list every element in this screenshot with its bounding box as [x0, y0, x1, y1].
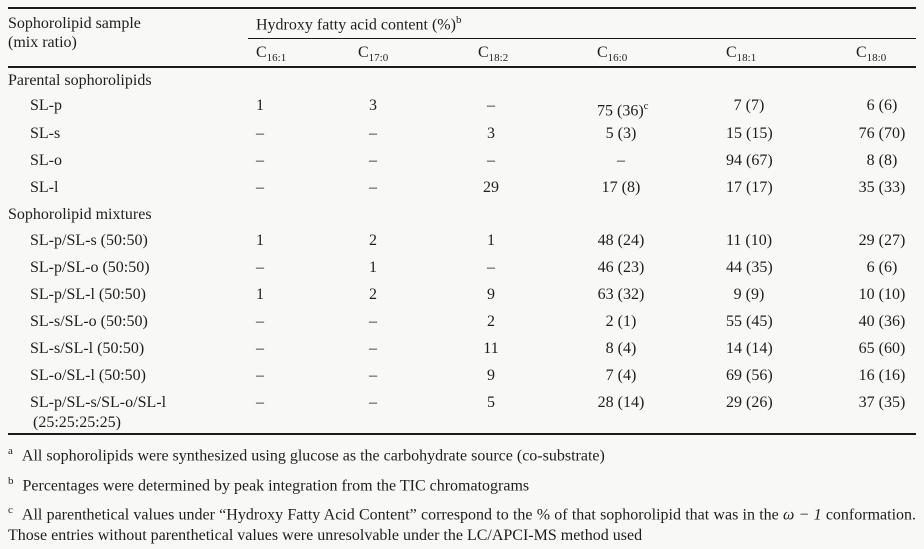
row-label: SL-s/SL-l (50:50): [30, 340, 145, 358]
row-label-cell: [8, 228, 248, 255]
value: 17 (8): [601, 179, 641, 197]
value: 40 (36): [858, 313, 906, 331]
value-cell: [589, 93, 718, 121]
value: 1: [256, 232, 264, 250]
value-cell: [350, 336, 470, 363]
value-cell: [718, 228, 848, 255]
value-cell: [848, 148, 916, 175]
value-cell: [848, 255, 916, 282]
value: –: [256, 179, 264, 197]
value: 6 (6): [866, 259, 898, 277]
value-cell: [350, 255, 470, 282]
value: –: [369, 152, 377, 170]
value-cell: [470, 175, 589, 202]
value: 55 (45): [726, 313, 773, 331]
row-label-cell: [8, 148, 248, 175]
value: –: [369, 340, 377, 358]
row-label: SL-s/SL-o (50:50): [30, 313, 148, 331]
row-label: SL-l: [30, 179, 59, 197]
value-cell: [718, 390, 848, 434]
value-cell: [589, 390, 718, 434]
col-header-c18-0: $C_{18:0}$: [848, 38, 916, 67]
value: –: [369, 367, 377, 385]
row-label: SL-p: [30, 97, 62, 114]
footnote-c-marker: c: [8, 503, 13, 516]
row-label: SL-s: [30, 125, 61, 143]
value: 11 (10): [726, 232, 773, 250]
footnote-c-text-after: conformation. Those entries without parenthetical values were unresolvable under the LC/APCI-MS method used: [8, 506, 917, 545]
row-sl-p-sl-o: [8, 255, 916, 282]
value: –: [487, 259, 495, 277]
section-title: Parental sophorolipids: [8, 72, 152, 89]
value-cell: [589, 255, 718, 282]
row-label-cell: [8, 255, 248, 282]
value-cell: [848, 228, 916, 255]
value: 9: [487, 286, 495, 304]
value-cell: [589, 228, 718, 255]
value: 94 (67): [726, 152, 773, 170]
value: –: [256, 340, 264, 358]
row-label: SL-o: [30, 152, 62, 170]
row-label-cell: [8, 93, 248, 121]
footnote-b-marker: b: [8, 474, 14, 487]
value: 46 (23): [597, 259, 645, 277]
value: 69 (56): [726, 367, 773, 385]
value-cell: [718, 121, 848, 148]
value: 5 (3): [605, 125, 637, 143]
value-cell: [248, 390, 350, 434]
value: 2: [369, 232, 377, 250]
footnote-marker-c: c: [643, 100, 649, 112]
value-cell: [350, 148, 470, 175]
value-cell: [248, 282, 350, 309]
section-header-mixtures: [8, 202, 916, 228]
row-sl-l: [8, 175, 916, 202]
value-cell: [350, 228, 470, 255]
row-label-cell: [8, 336, 248, 363]
value: 1: [369, 259, 377, 277]
value: 5: [487, 394, 495, 412]
value: 9 (9): [733, 286, 765, 304]
row-label: SL-p/SL-l (50:50): [30, 286, 146, 304]
value: 29 (26): [726, 394, 773, 412]
value: –: [369, 313, 377, 331]
row-label-cell: [8, 363, 248, 390]
value-cell: [848, 282, 916, 309]
value-cell: [589, 363, 718, 390]
row-sl-o-sl-l: [8, 363, 916, 390]
footnote-a: [8, 441, 916, 466]
row-label: SL-o/SL-l (50:50): [30, 367, 146, 385]
col-header-c18-2: $C_{18:2}$: [470, 38, 589, 67]
value: –: [256, 367, 264, 385]
value: 48 (24): [597, 232, 645, 250]
value-cell: [470, 148, 589, 175]
value: 29 (27): [858, 232, 906, 250]
value-cell: [718, 309, 848, 336]
value-cell: [718, 93, 848, 121]
value: 28 (14): [597, 394, 645, 412]
value: 2 (1): [605, 313, 637, 331]
row-sl-s: [8, 121, 916, 148]
value-cell: [589, 282, 718, 309]
row-sl-p: [8, 93, 916, 121]
value-cell: [248, 336, 350, 363]
value-cell: [848, 309, 916, 336]
value: 35 (33): [858, 179, 906, 197]
footnote-b: [8, 471, 916, 496]
value: 76 (70): [858, 125, 906, 143]
value-cell: [589, 148, 718, 175]
value: –: [487, 152, 495, 170]
value: 8 (4): [605, 340, 637, 358]
value-cell: [248, 228, 350, 255]
value: 3: [487, 125, 495, 143]
value: 1: [487, 232, 495, 250]
col-header-c17-0: $C_{17:0}$: [350, 38, 470, 67]
value-cell: [248, 121, 350, 148]
value-cell: [848, 121, 916, 148]
value: –: [369, 125, 377, 143]
value: 37 (35): [858, 394, 906, 412]
value-cell: [470, 309, 589, 336]
value-cell: [470, 363, 589, 390]
value: –: [369, 394, 377, 412]
value-cell: [248, 93, 350, 121]
value: –: [256, 125, 264, 143]
section-header-parental: [8, 67, 916, 93]
col-header-c18-1: $C_{18:1}$: [718, 38, 848, 67]
value: 2: [487, 313, 495, 331]
row-sl-p-sl-s: [8, 228, 916, 255]
value-cell: [248, 309, 350, 336]
value: 17 (17): [726, 179, 773, 197]
value-cell: [350, 363, 470, 390]
value: –: [256, 313, 264, 331]
value-cell: [350, 309, 470, 336]
footnote-c-omega-term: ω − 1: [783, 506, 822, 524]
value: –: [369, 179, 377, 197]
value: –: [256, 259, 264, 277]
value-cell: [589, 309, 718, 336]
value: 7 (7): [733, 97, 765, 114]
value: 44 (35): [726, 259, 773, 277]
value-cell: [248, 363, 350, 390]
value-cell: [470, 228, 589, 255]
footnotes: [8, 435, 916, 546]
value: 15 (15): [726, 125, 773, 143]
value: –: [256, 394, 264, 412]
sample-header-line2: (mix ratio): [8, 34, 77, 51]
value-cell: [248, 175, 350, 202]
value-cell: [350, 175, 470, 202]
spanner-header: [248, 8, 916, 38]
value-cell: [848, 390, 916, 434]
value-cell: [248, 255, 350, 282]
value-cell: [248, 148, 350, 175]
row-label-cell: [8, 121, 248, 148]
value: 7 (4): [605, 367, 637, 385]
row-sl-o: [8, 148, 916, 175]
value-cell: [848, 363, 916, 390]
value-cell: [470, 121, 589, 148]
value-cell: [589, 121, 718, 148]
row-label-cell: [8, 282, 248, 309]
value: 11: [483, 340, 499, 358]
footnote-marker-b: b: [455, 14, 462, 27]
value: –: [617, 152, 625, 170]
value-cell: [350, 390, 470, 434]
value: –: [487, 97, 495, 114]
value: 8 (8): [866, 152, 898, 170]
row-label-line2: (25:25:25:25): [33, 414, 121, 432]
row-quad-mix: [8, 390, 916, 434]
row-label: SL-p/SL-s/SL-o/SL-l: [30, 394, 167, 412]
value: 9: [487, 367, 495, 385]
value-cell: [470, 282, 589, 309]
row-sl-p-sl-l: [8, 282, 916, 309]
value-cell: [848, 175, 916, 202]
row-sl-s-sl-l: [8, 336, 916, 363]
value: 1: [256, 286, 264, 304]
value: 75 $(36)^c$: [597, 100, 649, 120]
value: 63 (32): [597, 286, 645, 304]
value-cell: [470, 336, 589, 363]
row-label: SL-p/SL-s (50:50): [30, 232, 148, 250]
spanner-header-row: [8, 8, 916, 38]
row-label-cell: [8, 390, 248, 434]
row-label: SL-p/SL-o (50:50): [30, 259, 150, 277]
value: 1: [256, 97, 264, 114]
footnote-a-text: All sophorolipids were synthesized using glucose as the carbohydrate source (co-substrate): [21, 447, 605, 465]
value-cell: [470, 390, 589, 434]
value-cell: [350, 93, 470, 121]
value: –: [256, 152, 264, 170]
hydroxy-fatty-acid-table: [8, 7, 916, 435]
value-cell: [848, 336, 916, 363]
value-cell: [718, 336, 848, 363]
value-cell: [718, 255, 848, 282]
value-cell: [350, 121, 470, 148]
row-sl-s-sl-o: [8, 309, 916, 336]
footnote-c: [8, 500, 916, 546]
value-cell: [718, 282, 848, 309]
value-cell: [718, 175, 848, 202]
row-label-cell: [8, 175, 248, 202]
value: 14 (14): [726, 340, 773, 358]
section-title: Sophorolipid mixtures: [8, 206, 152, 224]
value-cell: [589, 175, 718, 202]
footnote-b-text: Percentages were determined by peak integration from the TIC chromatograms: [22, 476, 530, 494]
value: 2: [369, 286, 377, 304]
value: 65 (60): [858, 340, 906, 358]
col-header-c16-0: $C_{16:0}$: [589, 38, 718, 67]
value-cell: [470, 255, 589, 282]
footnote-a-marker: a: [8, 445, 13, 458]
spanner-label: Hydroxy fatty acid content (%): [256, 16, 456, 34]
value-cell: [589, 336, 718, 363]
value: 29: [483, 179, 499, 197]
sample-header-line1: Sophorolipid sample: [8, 15, 141, 32]
value: 3: [369, 97, 377, 114]
value-cell: [718, 363, 848, 390]
value: 16 (16): [858, 367, 906, 385]
value-cell: [848, 93, 916, 121]
value: 6 (6): [866, 97, 898, 114]
row-label-cell: [8, 309, 248, 336]
col-header-c16-1: $C_{16:1}$: [248, 38, 350, 67]
value-cell: [470, 93, 589, 121]
footnote-c-text-before: All parenthetical values under “Hydroxy Fatty Acid Content” correspond to the % of that sophorolipid that was in the: [21, 506, 779, 524]
sample-column-header: [8, 8, 248, 67]
value-cell: [350, 282, 470, 309]
value: 10 (10): [858, 286, 906, 304]
value-cell: [718, 148, 848, 175]
